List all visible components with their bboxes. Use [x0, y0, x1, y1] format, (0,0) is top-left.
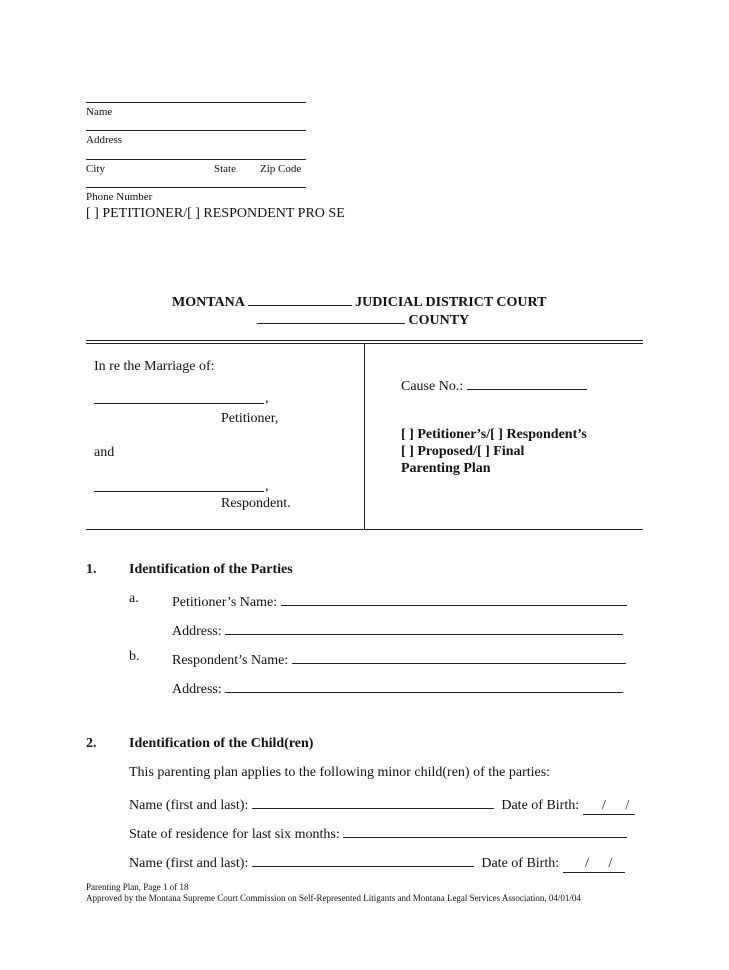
phone-line[interactable] [86, 187, 306, 188]
zip-label: Zip Code [260, 163, 302, 175]
state-label: State [214, 163, 236, 175]
section1-b-label: b. [129, 649, 140, 664]
respondent-name-line[interactable] [94, 491, 264, 492]
child1-name-label: Name (first and last): [129, 798, 249, 813]
residence-row [129, 823, 627, 843]
caption-bottom-rule [86, 529, 643, 530]
petitioner-address-label: Address: [172, 624, 222, 639]
cause-no-blank[interactable] [467, 375, 587, 390]
section1-title: Identification of the Parties [129, 562, 293, 577]
respondent-name-blank[interactable] [292, 649, 626, 664]
child1-name-blank[interactable] [252, 794, 494, 809]
doc-title-line1[interactable]: [ ] Petitioner’s/[ ] Respondent’s [401, 427, 587, 442]
city-label: City [86, 163, 105, 175]
respondent-name-row [172, 649, 626, 669]
residence-label: State of residence for last six months: [129, 827, 340, 842]
petitioner-label: Petitioner, [221, 411, 279, 426]
section1-number: 1. [86, 562, 97, 577]
petitioner-name-row [172, 591, 627, 611]
child2-row [129, 852, 625, 873]
county-blank[interactable] [257, 309, 405, 324]
section1-a-label: a. [129, 591, 139, 606]
child2-name-label: Name (first and last): [129, 856, 249, 871]
and-label: and [94, 445, 115, 460]
doc-title-line2[interactable]: [ ] Proposed/[ ] Final [401, 444, 525, 459]
child2-dob-field[interactable] [563, 856, 625, 873]
name-line[interactable] [86, 102, 306, 103]
district-blank[interactable] [248, 291, 352, 306]
child1-dob-label: Date of Birth: [501, 798, 580, 813]
section2-number: 2. [86, 736, 97, 751]
cause-no-label: Cause No.: [401, 379, 464, 394]
respondent-address-label: Address: [172, 682, 222, 697]
in-re-label: In re the Marriage of: [94, 359, 215, 374]
cause-no-row [401, 375, 587, 395]
child2-dob-label: Date of Birth: [481, 856, 560, 871]
court-title-line1 [172, 291, 546, 311]
name-label: Name [86, 106, 113, 118]
court-county-suffix: COUNTY [408, 313, 470, 328]
child1-dob-field[interactable] [583, 798, 635, 815]
footer-page: Parenting Plan, Page 1 of 18 [86, 882, 189, 892]
respondent-address-blank[interactable] [225, 678, 623, 693]
respondent-address-row [172, 678, 623, 698]
court-prefix: MONTANA [172, 295, 245, 310]
dob-slash: / [625, 798, 630, 813]
child2-name-blank[interactable] [252, 852, 474, 867]
dob-slash: / [608, 856, 613, 871]
address-line[interactable] [86, 130, 306, 131]
dob-slash: / [601, 798, 606, 813]
petitioner-name-blank[interactable] [281, 591, 627, 606]
respondent-label: Respondent. [221, 496, 291, 511]
party-checkbox-line[interactable]: [ ] PETITIONER/[ ] RESPONDENT PRO SE [86, 206, 345, 221]
caption-top-rule-1 [86, 340, 643, 341]
respondent-comma: , [265, 479, 269, 494]
doc-title-line3: Parenting Plan [401, 461, 491, 476]
footer-approval: Approved by the Montana Supreme Court Commission on Self-Represented Litigants and Montana Legal Services Association, 04/01/04 [86, 893, 581, 903]
section2-intro: This parenting plan applies to the following minor child(ren) of the parties: [129, 765, 551, 780]
court-title-line2 [257, 309, 469, 329]
address-label: Address [86, 134, 123, 146]
section2-title: Identification of the Child(ren) [129, 736, 314, 751]
petitioner-address-row [172, 620, 623, 640]
phone-label: Phone Number [86, 191, 153, 203]
petitioner-name-label: Petitioner’s Name: [172, 595, 278, 610]
petitioner-comma: , [265, 391, 269, 406]
petitioner-address-blank[interactable] [225, 620, 623, 635]
court-district-suffix: JUDICIAL DISTRICT COURT [355, 295, 547, 310]
city-state-zip-line[interactable] [86, 159, 306, 160]
child1-row [129, 794, 635, 815]
residence-blank[interactable] [343, 823, 627, 838]
caption-divider [364, 344, 365, 530]
dob-slash: / [584, 856, 589, 871]
respondent-name-label: Respondent’s Name: [172, 653, 289, 668]
petitioner-name-line[interactable] [94, 403, 264, 404]
